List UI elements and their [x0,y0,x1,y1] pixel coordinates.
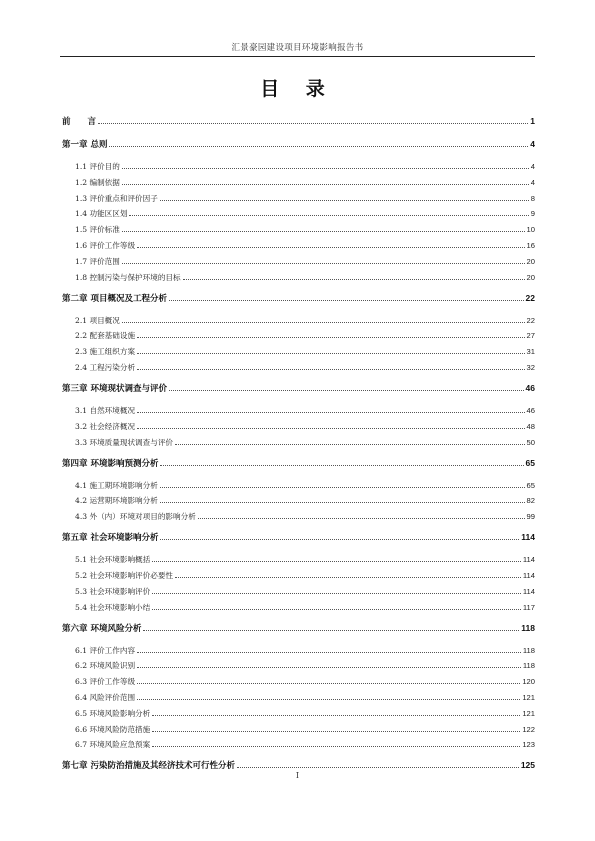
toc-entry-label: 6.1 评价工作内容 [75,645,136,655]
dot-leader [137,247,524,248]
toc-section-entry[interactable] [75,177,535,188]
toc-section-entry[interactable] [75,224,535,235]
toc-entry-label: 第四章 环境影响预测分析 [62,458,159,469]
toc-entry-label: 1.2 编制依据 [75,177,120,187]
dot-leader [152,609,521,610]
toc-chapter-entry[interactable] [62,622,535,634]
toc-section-entry[interactable] [75,330,535,341]
toc-entry-page: 117 [522,602,535,612]
toc-section-entry[interactable] [75,692,535,703]
dot-leader [152,561,521,562]
dot-leader [122,184,529,185]
toc-entry-page: 1 [530,116,535,126]
toc-entry-label: 1.5 评价标准 [75,225,120,235]
dot-leader [198,518,525,519]
toc-entry-label: 第二章 项目概况及工程分析 [62,293,167,304]
toc-entry-label: 6.2 环境风险识别 [75,661,136,671]
toc-entry-label: 6.3 评价工作等级 [75,677,136,687]
toc-section-entry[interactable] [75,586,535,597]
toc-section-entry[interactable] [75,660,535,671]
toc-chapter-entry[interactable] [62,292,535,304]
header-rule [60,56,535,57]
toc-section-entry[interactable] [75,208,535,219]
toc-entry-label: 5.2 社会环境影响评价必要性 [75,571,174,580]
toc-entry-page: 48 [526,421,535,431]
toc-entry-label: 3.2 社会经济概况 [75,421,136,431]
toc-section-entry[interactable] [75,437,535,448]
toc-entry-label: 3.3 环境质量现状调查与评价 [75,437,174,447]
toc-entry-label: 第五章 社会环境影响分析 [62,533,159,544]
dot-leader [152,715,520,716]
toc-section-entry[interactable] [75,193,535,204]
dot-leader [137,683,520,684]
dot-leader [137,699,520,700]
toc-entry-page: 114 [522,586,535,596]
toc-entry-label: 1.7 评价范围 [75,256,120,266]
dot-leader [152,731,520,732]
dot-leader [152,593,521,594]
toc-entry-label: 2.3 施工组织方案 [75,347,136,357]
toc-entry-page: 121 [522,708,535,718]
toc-entry-label: 1.3 评价重点和评价因子 [75,193,158,203]
dot-leader [137,667,521,668]
toc-section-entry[interactable] [75,346,535,357]
toc-entry-page: 22 [525,292,535,303]
dot-leader [137,652,521,653]
toc-entry-label: 1.4 功能区区划 [75,209,128,219]
toc-entry-label: 第一章 总则 [62,140,108,150]
dot-leader [237,767,519,768]
toc-title: 目 录 [260,78,335,100]
toc-section-entry[interactable] [75,739,535,750]
toc-entry-label: 5.4 社会环境影响小结 [75,602,151,612]
toc-entry-page: 120 [522,677,535,687]
toc-entry-label: 第七章 污染防治措施及其经济技术可行性分析 [62,761,235,772]
toc-entry-page: 114 [522,555,535,565]
toc-entry-label: 6.5 环境风险影响分析 [75,708,151,718]
toc-section-entry[interactable] [75,161,535,172]
toc-section-entry[interactable] [75,602,535,613]
dot-leader [160,465,523,466]
dot-leader [98,123,528,124]
toc-entry-page: 4 [530,139,535,149]
toc-entry-label: 5.1 社会环境影响概括 [75,555,151,565]
dot-leader [183,279,525,280]
toc-entry-page: 32 [526,363,535,372]
dot-leader [109,146,528,147]
dot-leader [160,200,529,201]
dot-leader [137,337,524,338]
toc-chapter-entry[interactable] [62,531,535,543]
toc-chapter-entry[interactable] [62,759,535,771]
toc-entry-page: 118 [522,661,535,671]
dot-leader [137,428,524,429]
toc-entry-page: 121 [522,693,535,702]
toc-entry-page: 46 [525,383,535,393]
toc-entry-page: 99 [526,512,535,522]
toc-entry-page: 16 [526,241,535,250]
toc-entry-label: 3.1 自然环境概况 [75,406,136,415]
dot-leader [137,353,524,354]
dot-leader [152,746,520,747]
toc-entry-page: 122 [522,724,535,734]
dot-leader [169,390,524,391]
toc-entry-page: 114 [521,532,535,543]
toc-section-entry[interactable] [75,405,535,416]
toc-entry-page: 65 [526,480,535,490]
toc-chapter-entry[interactable] [62,382,535,394]
toc-entry-label: 4.2 运营期环境影响分析 [75,496,158,506]
toc-entry-label: 2.1 项目概况 [75,315,120,325]
toc-chapter-entry[interactable] [62,138,535,150]
toc-section-entry[interactable] [75,315,535,326]
toc-entry-label: 4.3 外（内）环境对项目的影响分析 [75,512,196,522]
toc-entry-page: 123 [522,740,535,750]
toc-entry-page: 65 [525,457,535,468]
toc-entry-label: 第三章 环境现状调查与评价 [62,384,167,394]
dot-leader [160,502,525,503]
toc-entry-page: 50 [526,437,535,447]
dot-leader [122,263,525,264]
dot-leader [160,539,519,540]
toc-entry-page: 9 [530,209,535,219]
dot-leader [122,168,529,169]
toc-section-entry[interactable] [75,708,535,719]
toc-entry-label: 1.6 评价工作等级 [75,241,136,250]
toc-entry-label: 6.4 风险评价范围 [75,693,136,702]
toc-section-entry[interactable] [75,645,535,656]
toc-section-entry[interactable] [75,480,535,491]
toc-entry-page: 31 [526,347,535,357]
dot-leader [137,412,524,413]
toc-entry-label: 2.4 工程污染分析 [75,363,136,372]
toc-entry-page: 46 [526,406,535,415]
toc-entry-label: 6.6 环境风险防范措施 [75,724,151,734]
running-header: 汇景豪园建设项目环境影响报告书 [231,43,364,53]
toc-entry-label: 1.1 评价目的 [75,162,120,171]
dot-leader [160,487,525,488]
toc-entry-page: 27 [526,331,535,341]
dot-leader [143,630,519,631]
toc-entry-page: 10 [526,225,535,235]
toc-entry-page: 20 [526,272,535,282]
toc-entry-label: 1.8 控制污染与保护环境的目标 [75,272,181,282]
toc-chapter-entry[interactable] [62,115,535,127]
toc-section-entry[interactable] [75,362,535,373]
toc-section-entry[interactable] [75,676,535,687]
toc-entry-page: 118 [522,645,535,655]
toc-section-entry[interactable] [75,511,535,522]
toc-entry-page: 125 [520,760,535,771]
toc-entry-label: 6.7 环境风险应急预案 [75,740,151,750]
toc-entry-label: 2.2 配套基础设施 [75,331,136,341]
toc-entry-label: 5.3 社会环境影响评价 [75,586,151,596]
toc-entry-page: 20 [526,256,535,266]
page-number: I [295,771,300,780]
toc-entry-label: 4.1 施工期环境影响分析 [75,480,158,490]
toc-section-entry[interactable] [75,554,535,565]
toc-entry-page: 4 [530,177,535,187]
toc-entry-label: 前 言 [62,117,97,127]
dot-leader [122,322,525,323]
toc-section-entry[interactable] [75,256,535,267]
toc-section-entry[interactable] [75,570,535,581]
toc-section-entry[interactable] [75,240,535,251]
toc-entry-label: 第六章 环境风险分析 [62,623,142,634]
toc-entry-page: 8 [530,193,535,203]
toc-section-entry[interactable] [75,724,535,735]
dot-leader [175,577,521,578]
dot-leader [122,231,525,232]
dot-leader [169,300,524,301]
toc-entry-page: 22 [526,315,535,325]
toc-entry-page: 4 [530,162,535,171]
dot-leader [129,215,528,216]
toc-entry-page: 82 [526,496,535,506]
toc-section-entry[interactable] [75,272,535,283]
toc-chapter-entry[interactable] [62,457,535,469]
toc-section-entry[interactable] [75,421,535,432]
dot-leader [175,444,525,445]
toc-entry-page: 114 [522,571,535,580]
toc-section-entry[interactable] [75,495,535,506]
toc-entry-page: 118 [521,622,535,633]
dot-leader [137,369,524,370]
